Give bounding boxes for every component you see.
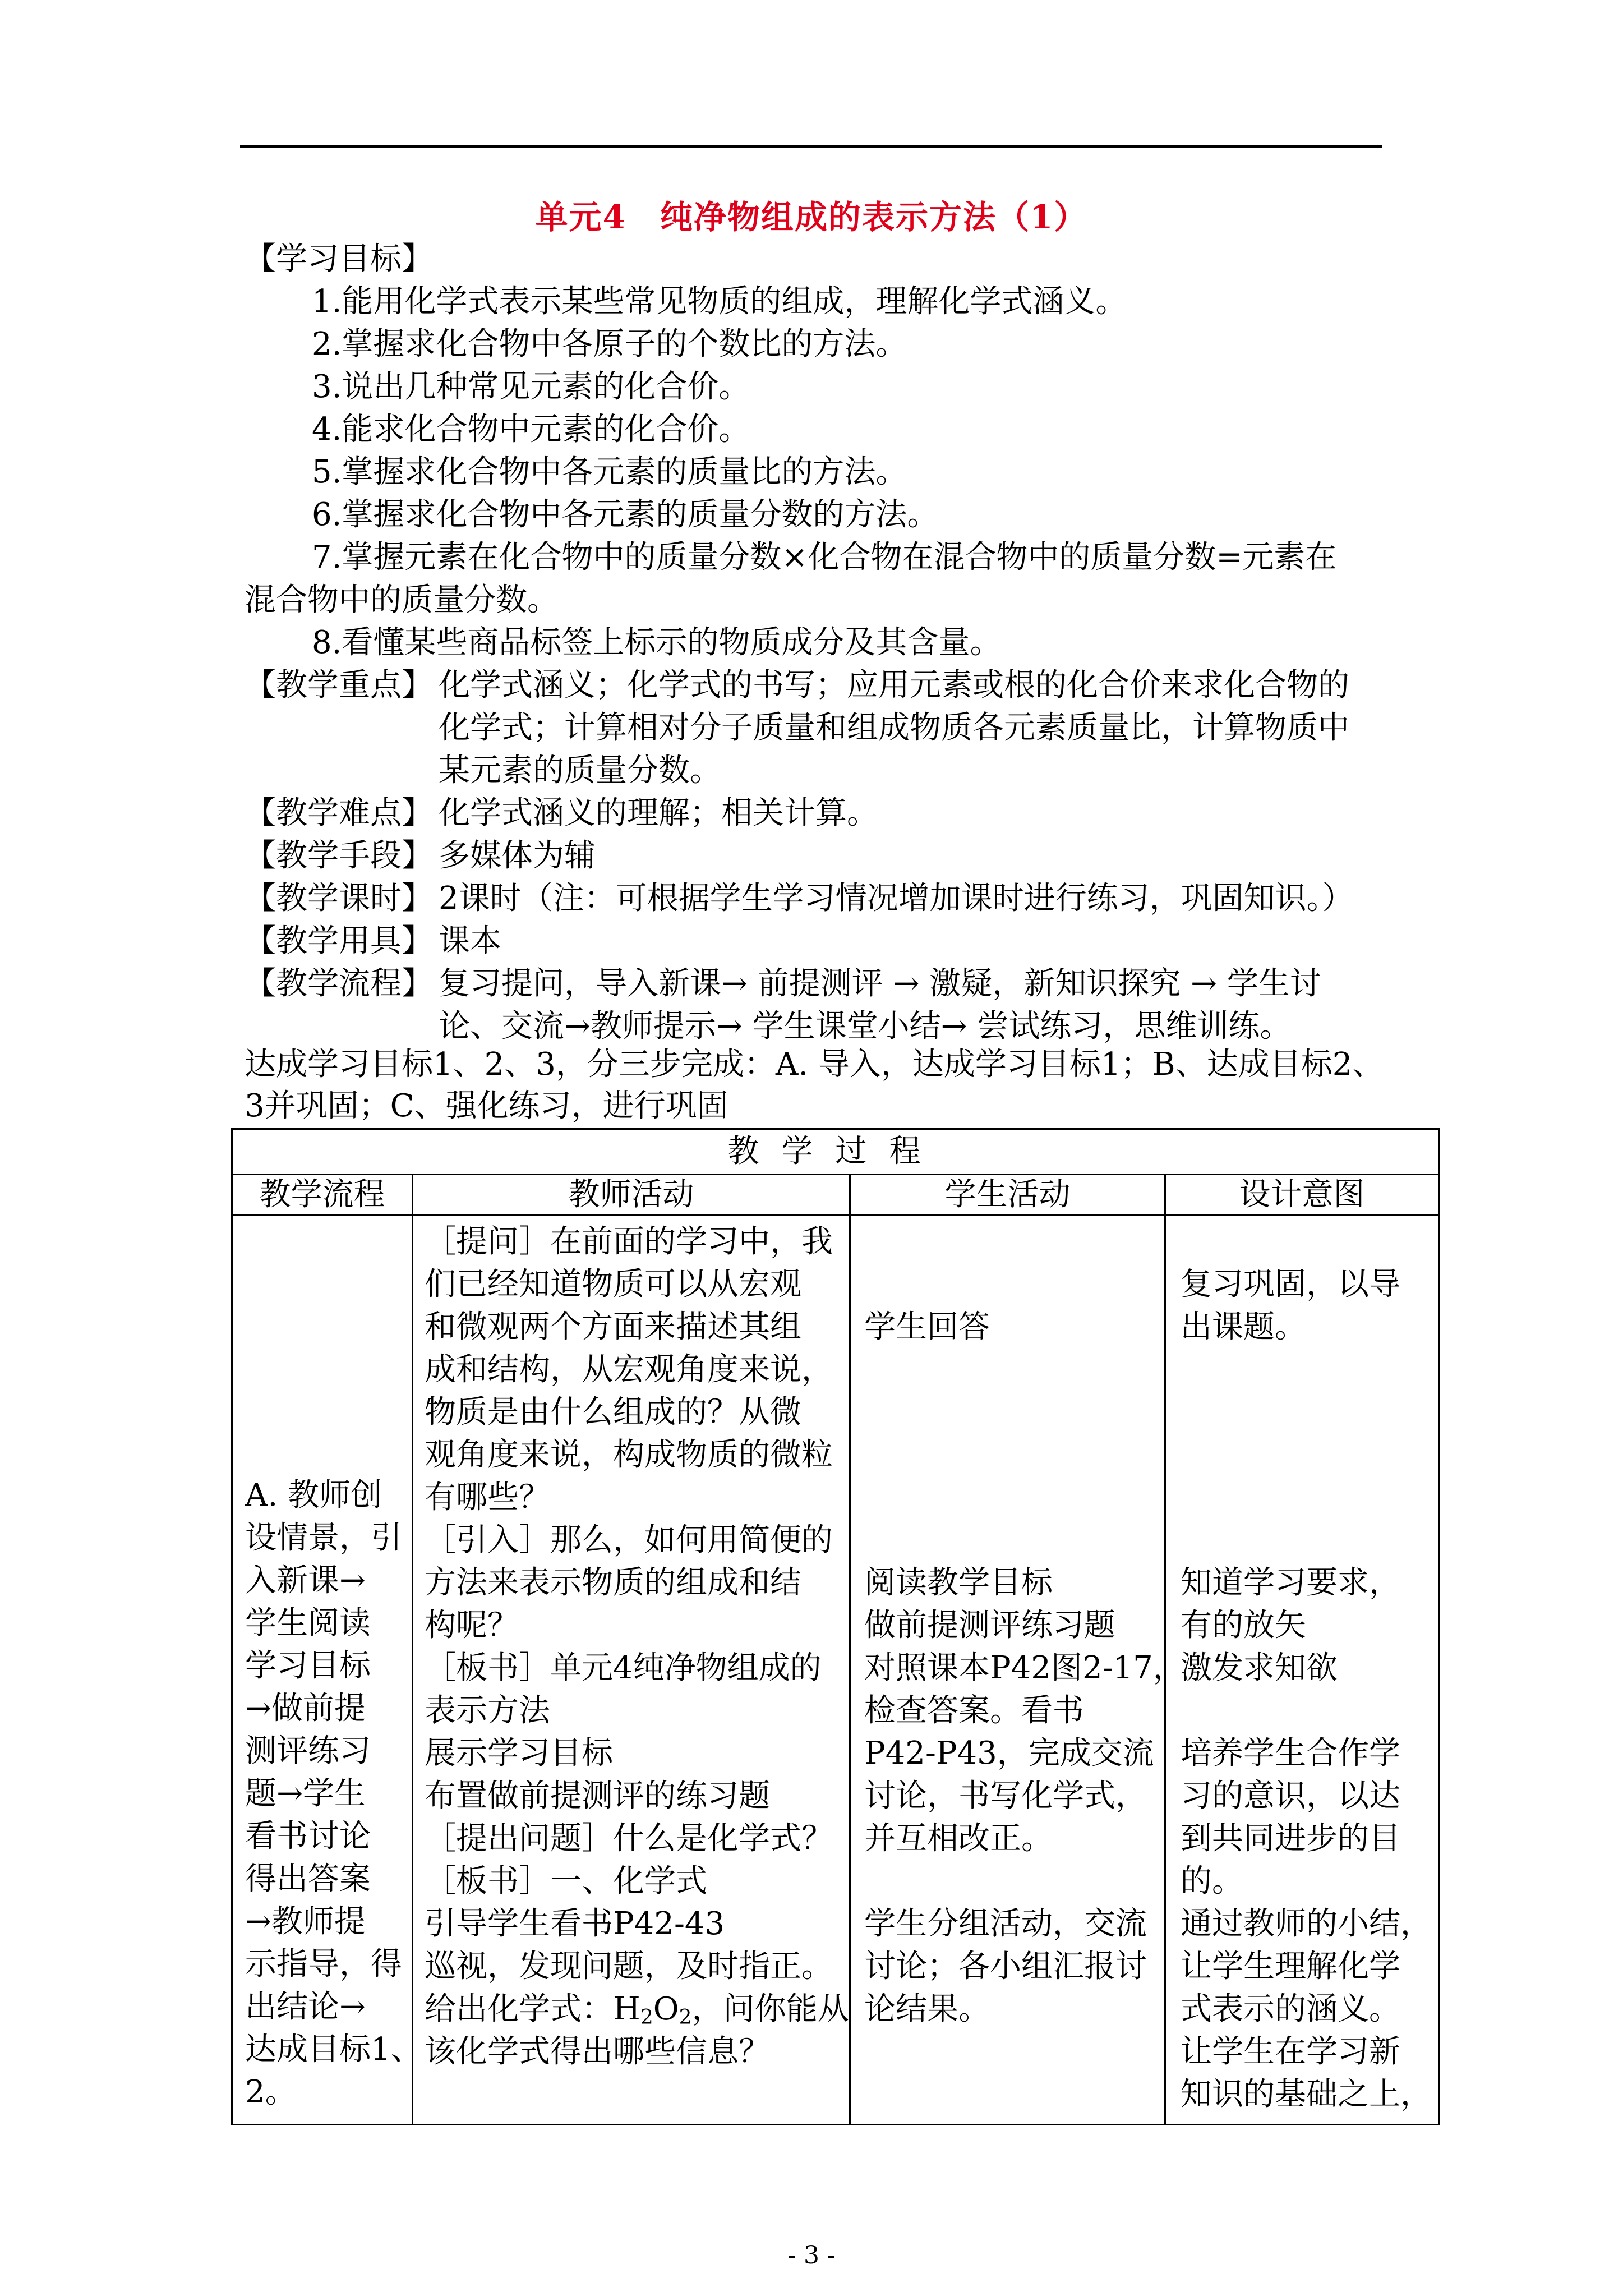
teaching-process-table	[231, 1128, 1440, 2125]
goals-heading: 【学习目标】	[245, 241, 433, 277]
teacher-activity-line: 构呢？	[425, 1607, 519, 1644]
goal-item: 3.说出几种常见元素的化合价。	[312, 369, 750, 405]
design-intent-line: 的。	[1181, 1863, 1243, 1899]
design-intent-line: 培养学生合作学	[1181, 1735, 1400, 1772]
goal-item: 2.掌握求化合物中各原子的个数比的方法。	[312, 326, 907, 362]
means-text: 多媒体为辅	[439, 838, 596, 874]
student-activity-line: 对照课本P42图2-17，	[864, 1650, 1184, 1686]
goal-item-continuation: 混合物中的质量分数。	[245, 582, 559, 618]
teacher-activity-line: 物质是由什么组成的？从微	[425, 1394, 801, 1430]
teacher-activity-line: 引导学生看书P42-43	[425, 1906, 725, 1942]
column-header: 教师活动	[413, 1175, 850, 1216]
design-intent-line: 出课题。	[1181, 1309, 1306, 1345]
flow-cell	[232, 1216, 422, 2125]
teacher-activity-line: ［提出问题］什么是化学式？	[425, 1820, 833, 1857]
column-header: 教学流程	[232, 1175, 413, 1216]
teacher-activity-line: 该化学式得出哪些信息？	[425, 2033, 770, 2070]
formula-text: O	[653, 1991, 679, 2027]
flow-line: 论、交流→教师提示→ 学生课堂小结→ 尝试练习，思维训练。	[439, 1008, 1292, 1045]
table-caption: 教学过程	[232, 1129, 1439, 1175]
design-intent-line: 有的放矢	[1181, 1607, 1306, 1644]
teacher-activity-line: 方法来表示物质的组成和结	[425, 1565, 801, 1601]
teacher-activity-cell	[413, 1216, 850, 2125]
design-intent-line: 到共同进步的目	[1181, 1820, 1400, 1857]
student-activity-line: 讨论；各小组汇报讨	[864, 1948, 1147, 1985]
goal-item: 6.掌握求化合物中各元素的质量分数的方法。	[312, 496, 939, 533]
tools-text: 课本	[439, 923, 501, 959]
teacher-activity-line: 表示方法	[425, 1692, 550, 1729]
formula-text: ，问你能从	[691, 1991, 849, 2027]
page-title: 单元4 纯净物组成的表示方法（1）	[535, 198, 1088, 236]
reach-line: 达成学习目标1、2、3，分三步完成：A. 导入，达成学习目标1；B、达成目标2、	[245, 1046, 1384, 1083]
difficulty-label: 【教学难点】	[245, 795, 433, 831]
design-intent-line: 复习巩固，以导	[1181, 1266, 1400, 1303]
flow-cell-line: →教师提	[245, 1903, 366, 1940]
formula-subscript: 2	[679, 2006, 692, 2029]
formula-text: 给出化学式：H	[425, 1991, 640, 2027]
flow-cell-line: 得出答案	[245, 1861, 371, 1897]
design-intent-line: 通过教师的小结，	[1181, 1906, 1432, 1942]
flow-line: 复习提问，导入新课→ 前提测评 → 激疑，新知识探究 → 学生讨	[439, 965, 1321, 1002]
student-activity-cell	[850, 1216, 1184, 2125]
goal-item: 4.能求化合物中元素的化合价。	[312, 411, 750, 448]
flow-cell-line: 看书讨论	[245, 1818, 371, 1855]
hours-text: 2课时（注：可根据学生学习情况增加课时进行练习，巩固知识。）	[439, 880, 1354, 917]
student-activity-line: 做前提测评练习题	[864, 1607, 1115, 1644]
teacher-activity-line: ［板书］一、化学式	[425, 1863, 707, 1899]
flow-label: 【教学流程】	[245, 965, 433, 1002]
student-activity-line: 学生回答	[864, 1309, 990, 1345]
key-points-label: 【教学重点】	[245, 667, 433, 703]
teacher-activity-line: ［提问］在前面的学习中，我	[425, 1223, 833, 1260]
teacher-activity-line: 有哪些？	[425, 1479, 550, 1516]
page-number: - 3 -	[787, 2241, 836, 2270]
flow-cell-line: 设情景，引	[245, 1520, 402, 1556]
teacher-activity-line: ［引入］那么，如何用简便的	[425, 1522, 833, 1558]
means-label: 【教学手段】	[245, 838, 433, 874]
design-intent-line: 式表示的涵义。	[1181, 1991, 1400, 2027]
column-header: 设计意图	[1165, 1175, 1439, 1216]
design-intent-cell	[1165, 1216, 1439, 2125]
student-activity-line: 并互相改正。	[864, 1820, 1053, 1857]
teacher-activity-line: 成和结构，从宏观角度来说，	[425, 1351, 833, 1388]
goal-item: 8.看懂某些商品标签上标示的物质成分及其含量。	[312, 624, 1002, 661]
column-header: 学生活动	[850, 1175, 1165, 1216]
tools-label: 【教学用具】	[245, 923, 433, 959]
student-activity-line: 检查答案。看书	[864, 1692, 1084, 1729]
flow-cell-line: 测评练习	[245, 1733, 371, 1769]
student-activity-line: 阅读教学目标	[864, 1565, 1053, 1601]
goal-item: 7.掌握元素在化合物中的质量分数×化合物在混合物中的质量分数=元素在	[312, 539, 1337, 576]
flow-cell-line: A. 教师创	[245, 1477, 382, 1513]
flow-cell-line: 达成目标1、	[245, 2031, 422, 2068]
flow-cell-line: 示指导，得	[245, 1946, 402, 1982]
design-intent-line: 习的意识，以达	[1181, 1778, 1400, 1814]
flow-cell-line: 入新课→	[245, 1562, 366, 1599]
header-rule	[240, 145, 1382, 148]
reach-line: 3并巩固；C、强化练习，进行巩固	[245, 1088, 728, 1124]
flow-cell-line: 出结论→	[245, 1989, 366, 2025]
teacher-activity-line: 布置做前提测评的练习题	[425, 1778, 770, 1814]
teacher-activity-line: 观角度来说，构成物质的微粒	[425, 1437, 833, 1473]
formula-subscript: 2	[640, 2006, 653, 2029]
student-activity-line: P42-P43，完成交流	[864, 1735, 1154, 1772]
key-points-line: 化学式涵义；化学式的书写；应用元素或根的化合价来求化合物的	[439, 667, 1349, 703]
goal-item: 1.能用化学式表示某些常见物质的组成，理解化学式涵义。	[312, 283, 1127, 320]
flow-cell-line: 学生阅读	[245, 1605, 371, 1641]
flow-cell-line: 学习目标	[245, 1648, 371, 1684]
hours-label: 【教学课时】	[245, 880, 433, 917]
design-intent-line: 让学生理解化学	[1181, 1948, 1400, 1985]
design-intent-line: 激发求知欲	[1181, 1650, 1338, 1686]
goal-item: 5.掌握求化合物中各元素的质量比的方法。	[312, 454, 907, 490]
design-intent-line: 让学生在学习新	[1181, 2033, 1400, 2070]
key-points-line: 某元素的质量分数。	[439, 752, 721, 789]
flow-cell-line: 2。	[245, 2074, 297, 2110]
teacher-activity-line: 和微观两个方面来描述其组	[425, 1309, 801, 1345]
student-activity-line: 学生分组活动，交流	[864, 1906, 1147, 1942]
design-intent-line: 知识的基础之上，	[1181, 2076, 1432, 2113]
teacher-activity-line: 巡视，发现问题，及时指正。	[425, 1948, 833, 1985]
teacher-activity-line: 们已经知道物质可以从宏观	[425, 1266, 801, 1303]
teacher-activity-line: 展示学习目标	[425, 1735, 613, 1772]
student-activity-line: 讨论，书写化学式，	[864, 1778, 1147, 1814]
design-intent-line: 知道学习要求，	[1181, 1565, 1400, 1601]
difficulty-text: 化学式涵义的理解；相关计算。	[439, 795, 878, 831]
flow-cell-line: →做前提	[245, 1690, 366, 1727]
student-activity-line: 论结果。	[864, 1991, 990, 2027]
key-points-line: 化学式；计算相对分子质量和组成物质各元素质量比，计算物质中	[439, 710, 1349, 746]
teacher-activity-line: ［板书］单元4纯净物组成的	[425, 1650, 822, 1686]
flow-cell-line: 题→学生	[245, 1775, 366, 1812]
